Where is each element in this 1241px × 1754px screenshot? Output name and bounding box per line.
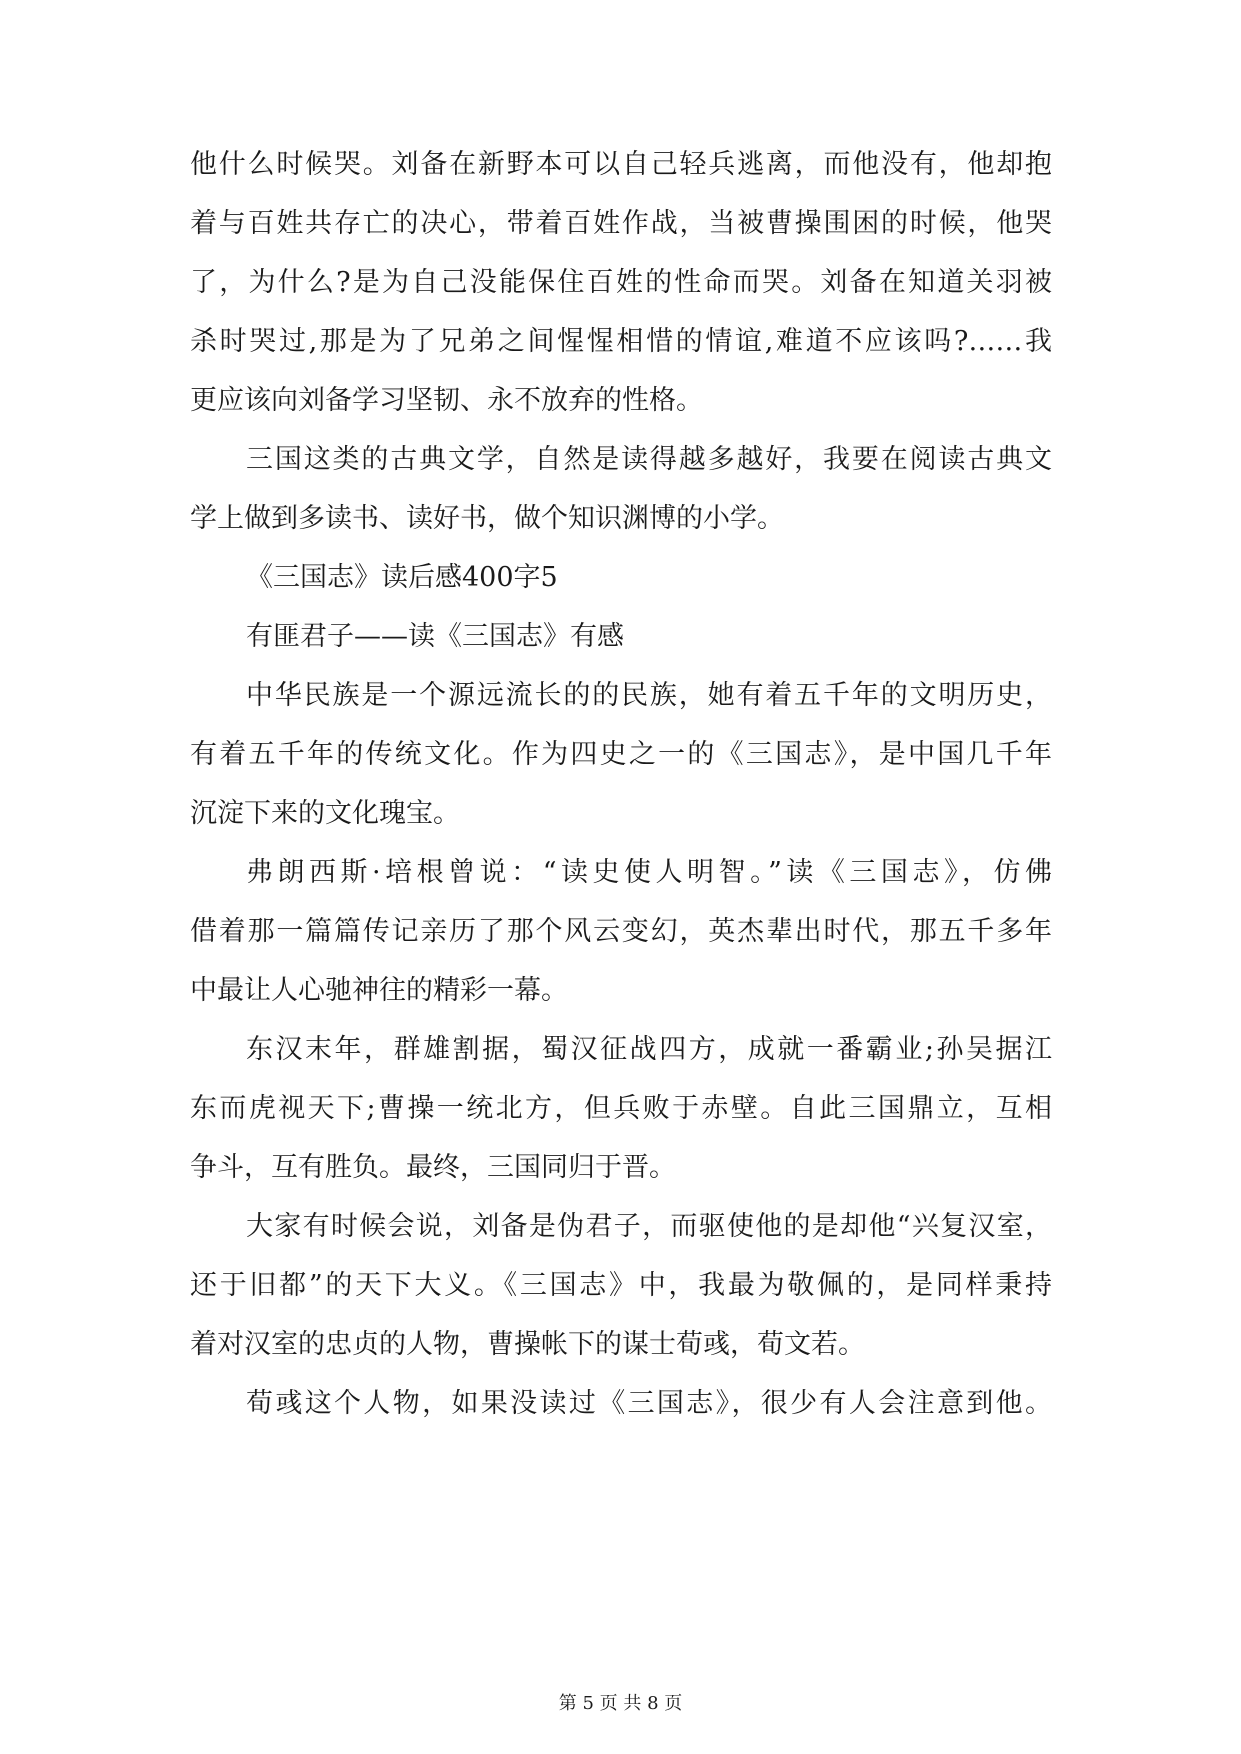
text-line-content: 荀彧这个人物，如果没读过《三国志》，很少有人会注意到他。 [246, 1388, 1052, 1419]
text-line-content: 更应该向刘备学习坚韧、永不放弃的性格。 [190, 385, 703, 416]
text-line [0, 501, 1241, 537]
text-line-content: 他什么时候哭。刘备在新野本可以自己轻兵逃离，而他没有，他却抱 [190, 149, 1052, 180]
text-line-content: 中最让人心驰神往的精彩一幕。 [190, 975, 568, 1006]
text-line [0, 1386, 1241, 1422]
text-line-content: 中华民族是一个源远流长的的民族，她有着五千年的文明历史， [246, 680, 1052, 711]
page-number-footer: 第 5 页 共 8 页 [558, 1693, 683, 1714]
text-line [0, 796, 1241, 832]
text-line-content: 学上做到多读书、读好书，做个知识渊博的小学。 [190, 503, 784, 534]
text-line [0, 1327, 1241, 1363]
text-line-content: 了，为什么?是为自己没能保住百姓的性命而哭。刘备在知道关羽被 [190, 267, 1052, 298]
text-line-content: 争斗，互有胜负。最终，三国同归于晋。 [190, 1152, 676, 1183]
text-line-content: 东而虎视天下;曹操一统北方，但兵败于赤壁。自此三国鼎立，互相 [190, 1093, 1052, 1124]
text-line [0, 1268, 1241, 1304]
text-line-content: 弗朗西斯·培根曾说：“读史使人明智。”读《三国志》，仿佛 [246, 857, 1052, 888]
text-line [0, 973, 1241, 1009]
text-line [0, 1150, 1241, 1186]
text-line [0, 1032, 1241, 1068]
article-title-text: 有匪君子——读《三国志》有感 [246, 621, 624, 652]
text-line-content: 有着五千年的传统文化。作为四史之一的《三国志》，是中国几千年 [190, 739, 1052, 770]
text-line-content: 还于旧都”的天下大义。《三国志》中，我最为敬佩的，是同样秉持 [190, 1270, 1052, 1301]
text-line-content: 大家有时候会说，刘备是伪君子，而驱使他的是却他“兴复汉室， [246, 1211, 1052, 1242]
text-line-content: 东汉末年，群雄割据，蜀汉征战四方，成就一番霸业;孙吴据江 [246, 1034, 1052, 1065]
text-line-content: 着对汉室的忠贞的人物，曹操帐下的谋士荀彧，荀文若。 [190, 1329, 865, 1360]
text-line [0, 324, 1241, 360]
text-line [0, 737, 1241, 773]
text-line [0, 147, 1241, 183]
text-line-content: 杀时哭过,那是为了兄弟之间惺惺相惜的情谊,难道不应该吗?……我 [190, 326, 1052, 357]
section-title [0, 560, 1241, 596]
text-line-content: 沉淀下来的文化瑰宝。 [190, 798, 460, 829]
text-line [0, 206, 1241, 242]
text-line [0, 442, 1241, 478]
text-line-content: 借着那一篇篇传记亲历了那个风云变幻，英杰辈出时代，那五千多年 [190, 916, 1052, 947]
text-line [0, 265, 1241, 301]
section-title-text: 《三国志》读后感400字5 [246, 562, 558, 593]
text-line [0, 1209, 1241, 1245]
text-line [0, 383, 1241, 419]
text-line [0, 1091, 1241, 1127]
article-title [0, 619, 1241, 655]
text-line [0, 678, 1241, 714]
text-line [0, 914, 1241, 950]
text-line-content: 着与百姓共存亡的决心，带着百姓作战，当被曹操围困的时候，他哭 [190, 208, 1052, 239]
text-line-content: 三国这类的古典文学，自然是读得越多越好，我要在阅读古典文 [246, 444, 1052, 475]
text-line [0, 855, 1241, 891]
